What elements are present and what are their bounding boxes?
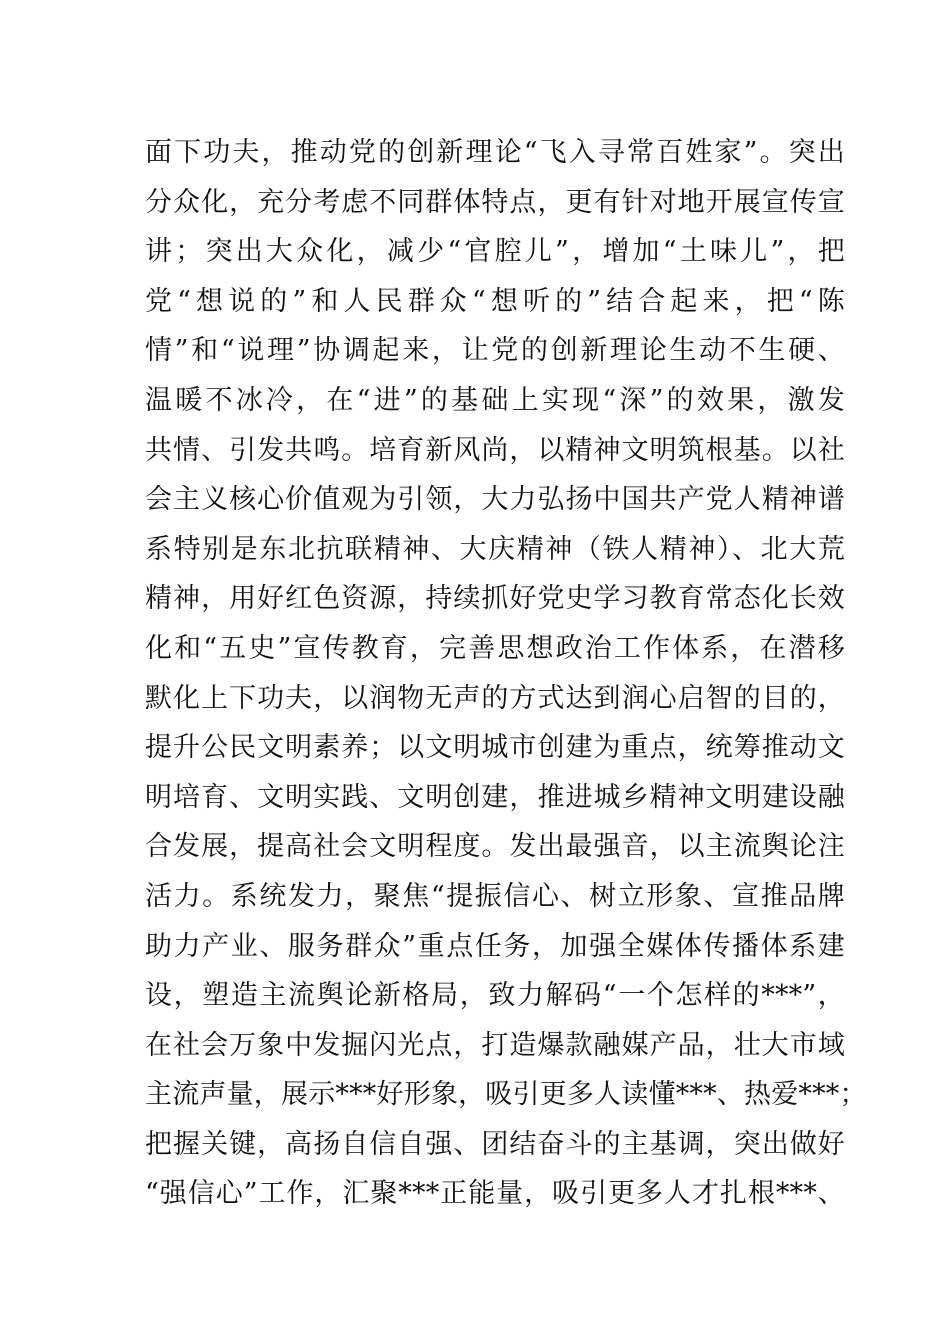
text-line: 明培育、文明实践、文明创建，推进城乡精神文明建设融 <box>145 781 845 813</box>
text-line: 系特别是东北抗联精神、大庆精神（铁人精神）、北大荒 <box>145 533 845 565</box>
text-line: 化和“五史”宣传教育，完善思想政治工作体系，在潜移 <box>145 632 845 664</box>
body-paragraph <box>145 128 867 1219</box>
text-line: 助力产业、服务群众”重点任务，加强全媒体传播体系建 <box>145 930 845 962</box>
text-line: 面下功夫，推动党的创新理论“飞入寻常百姓家”。突出 <box>145 137 845 168</box>
text-line: 共情、引发共鸣。培育新风尚，以精神文明筑根基。以社 <box>145 434 845 466</box>
text-line: 默化上下功夫，以润物无声的方式达到润心启智的目的， <box>145 682 845 714</box>
text-line: 情”和“说理”协调起来，让党的创新理论生动不生硬、 <box>145 335 845 367</box>
text-line: 设，塑造主流舆论新格局，致力解码“一个怎样的***”， <box>145 980 845 1012</box>
text-line: 活力。系统发力，聚焦“提振信心、树立形象、宣推品牌 <box>145 880 845 912</box>
text-line: 把握关键，高扬自信自强、团结奋斗的主基调，突出做好 <box>145 1128 845 1160</box>
text-line: 分众化，充分考虑不同群体特点，更有针对地开展宣传宣 <box>145 186 845 218</box>
text-line: 温暖不冰冷，在“进”的基础上实现“深”的效果，激发 <box>145 384 845 416</box>
text-line: 主流声量，展示***好形象，吸引更多人读懂***、热爱***； <box>145 1079 867 1111</box>
text-line: 合发展，提高社会文明程度。发出最强音，以主流舆论注 <box>145 831 845 863</box>
text-line: 党“想说的”和人民群众“想听的”结合起来，把“陈 <box>145 285 845 317</box>
text-line: 讲；突出大众化，减少“官腔儿”，增加“土味儿”，把 <box>145 236 845 268</box>
text-line: 提升公民文明素养；以文明城市创建为重点，统筹推动文 <box>145 732 845 764</box>
text-line: 精神，用好红色资源，持续抓好党史学习教育常态化长效 <box>145 583 845 615</box>
text-line: 在社会万象中发掘闪光点，打造爆款融媒产品，壮大市域 <box>145 1029 845 1061</box>
text-line: “强信心”工作，汇聚***正能量，吸引更多人才扎根***、 <box>145 1178 845 1210</box>
text-line: 会主义核心价值观为引领，大力弘扬中国共产党人精神谱 <box>145 484 845 516</box>
